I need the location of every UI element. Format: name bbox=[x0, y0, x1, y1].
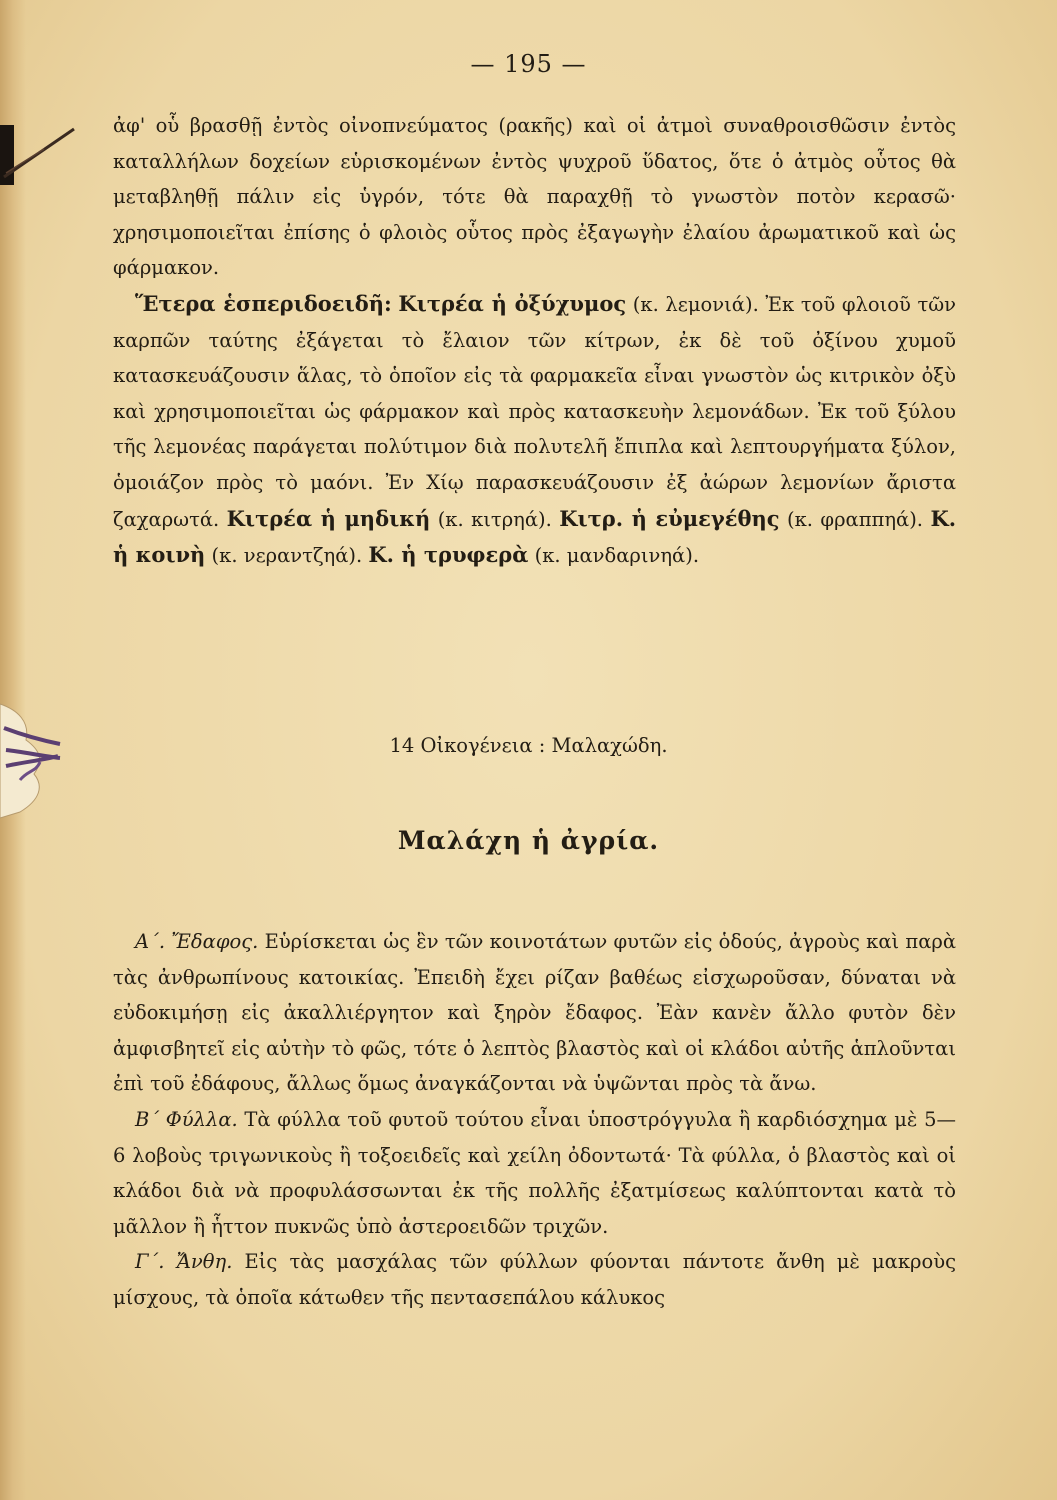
other-citrus-paragraph bbox=[113, 286, 956, 574]
species-mandarin-name: Κ. ἡ τρυφερὰ bbox=[368, 542, 529, 568]
section-flowers-label: Γ΄. Ἄνθη. bbox=[135, 1250, 233, 1274]
section-soil bbox=[113, 924, 956, 1102]
section-leaves-text: Τὰ φύλλα τοῦ φυτοῦ τούτου εἶναι ὑποστρόγγυλα ἢ καρδιόσχημα μὲ 5—6 λοβοὺς τριγωνικοὺς ἢ τοξοειδεῖς καὶ χείλη ὀδοντωτά· Τὰ φύλλα, ὁ βλαστὸς καὶ οἱ κλάδοι διὰ νὰ προφυλάσσωνται ἐκ τῆς πολλῆς ἐξατμίσεως καλύπτονται κατὰ τὸ μᾶλλον ἢ ἧττον πυκνῶς ὑπὸ ἀστεροειδῶν τριχῶν. bbox=[113, 1107, 956, 1238]
species-citron-name: Κιτρέα ἡ μηδική bbox=[226, 505, 431, 531]
section-leaves bbox=[113, 1102, 956, 1244]
species-bitter-orange-common: (κ. νεραντζηά). bbox=[211, 544, 363, 568]
lower-text-block bbox=[113, 924, 956, 1316]
species-mandarin-common: (κ. μανδαρινηά). bbox=[534, 544, 700, 568]
species-lemon-text: Ἐκ τοῦ φλοιοῦ τῶν καρπῶν ταύτης ἐξάγεται τὸ ἔλαιον τῶν κίτρων, ἐκ δὲ τοῦ ὀξίνου χυμοῦ κατασκευάζουσιν ἅλας, τὸ ὁποῖον εἰς τὰ φαρμακεῖα εἶναι γνωστὸν ὡς κιτρικὸν ὀξὺ καὶ χρησιμοποιεῖται ὡς φάρμακον καὶ πρὸς κατασκευὴν λεμονάδων. Ἐκ τοῦ ξύλου τῆς λεμονέας παράγεται πολύτιμον διὰ πολυτελῆ ἔπιπλα καὶ λεπτουργήματα ξύλον, ὁμοιάζον πρὸς τὸ μαόνι. Ἐν Χίῳ παρασκευάζουσιν ἐξ ἀώρων λεμονίων ἄριστα ζαχαρωτά. bbox=[113, 292, 957, 531]
section-soil-label: Α΄. Ἔδαφος. bbox=[135, 930, 259, 953]
page-number: — 195 — bbox=[470, 50, 587, 78]
family-heading: 14 Οἰκογένεια : Μαλαχώδη. bbox=[389, 734, 668, 757]
species-bitter-orange-name: Κ. ἡ κοινὴ bbox=[113, 505, 957, 568]
section-flowers bbox=[113, 1244, 956, 1315]
species-bergamot-common: (κ. φραππηά). bbox=[787, 507, 924, 531]
section-soil-text: Εὑρίσκεται ὡς ἓν τῶν κοινοτάτων φυτῶν εἰς ὁδούς, ἀγροὺς καὶ παρὰ τὰς ἀνθρωπίνους κατοικίας. Ἐπειδὴ ἔχει ρίζαν βαθέως εἰσχωροῦσαν, δύναται νὰ εὐδοκιμήσῃ εἰς ἀκαλλιέργητον καὶ ξηρὸν ἔδαφος. Ἐὰν κανὲν ἄλλο φυτὸν δὲν ἀμφισβητεῖ εἰς αὐτὴν τὸ φῶς, τότε ὁ λεπτὸς βλαστὸς καὶ οἱ κλάδοι αὐτῆς ἁπλοῦνται ἐπὶ τοῦ ἐδάφους, ἄλλως ὅμως ἀναγκάζονται νὰ ὑψῶνται πρὸς τὰ ἄνω. bbox=[113, 930, 956, 1096]
other-citrus-heading: Ἕτερα ἑσπεριδοειδῆ: bbox=[135, 290, 392, 316]
upper-text-block bbox=[113, 108, 956, 574]
species-bergamot-name: Κιτρ. ἡ εὐμεγέθης bbox=[559, 505, 780, 531]
species-citron-common: (κ. κιτρηά). bbox=[437, 507, 552, 531]
species-lemon-common: (κ. λεμονιά). bbox=[632, 292, 759, 316]
intro-paragraph: ἀφ' οὗ βρασθῇ ἐντὸς οἰνοπνεύματος (ρακῆς) καὶ οἱ ἀτμοὶ συναθροισθῶσιν ἐντὸς καταλλήλων δοχείων εὑρισκομένων ἐντὸς ψυχροῦ ὕδατος, ὅτε ὁ ἀτμὸς οὗτος θὰ μεταβληθῇ πάλιν εἰς ὑγρόν, τότε θὰ παραχθῇ τὸ γνωστὸν ποτὸν κερασῶ· χρησιμοποιεῖται ἐπίσης ὁ φλοιὸς οὗτος πρὸς ἐξαγωγὴν ἐλαίου ἀρωματικοῦ καὶ ὡς φάρμακον. bbox=[113, 114, 956, 280]
section-flowers-text: Εἰς τὰς μασχάλας τῶν φύλλων φύονται πάντοτε ἄνθη μὲ μακροὺς μίσχους, τὰ ὁποῖα κάτωθεν τῆς πεντασεπάλου κάλυκος bbox=[113, 1250, 957, 1309]
torn-edge-with-thread bbox=[0, 700, 62, 820]
species-lemon-name: Κιτρέα ἡ ὀξύχυμος bbox=[398, 290, 627, 316]
species-title: Μαλάχη ἡ ἀγρία. bbox=[397, 826, 660, 855]
binding-thread-mark bbox=[0, 115, 78, 195]
section-leaves-label: Β΄ Φύλλα. bbox=[135, 1107, 238, 1131]
